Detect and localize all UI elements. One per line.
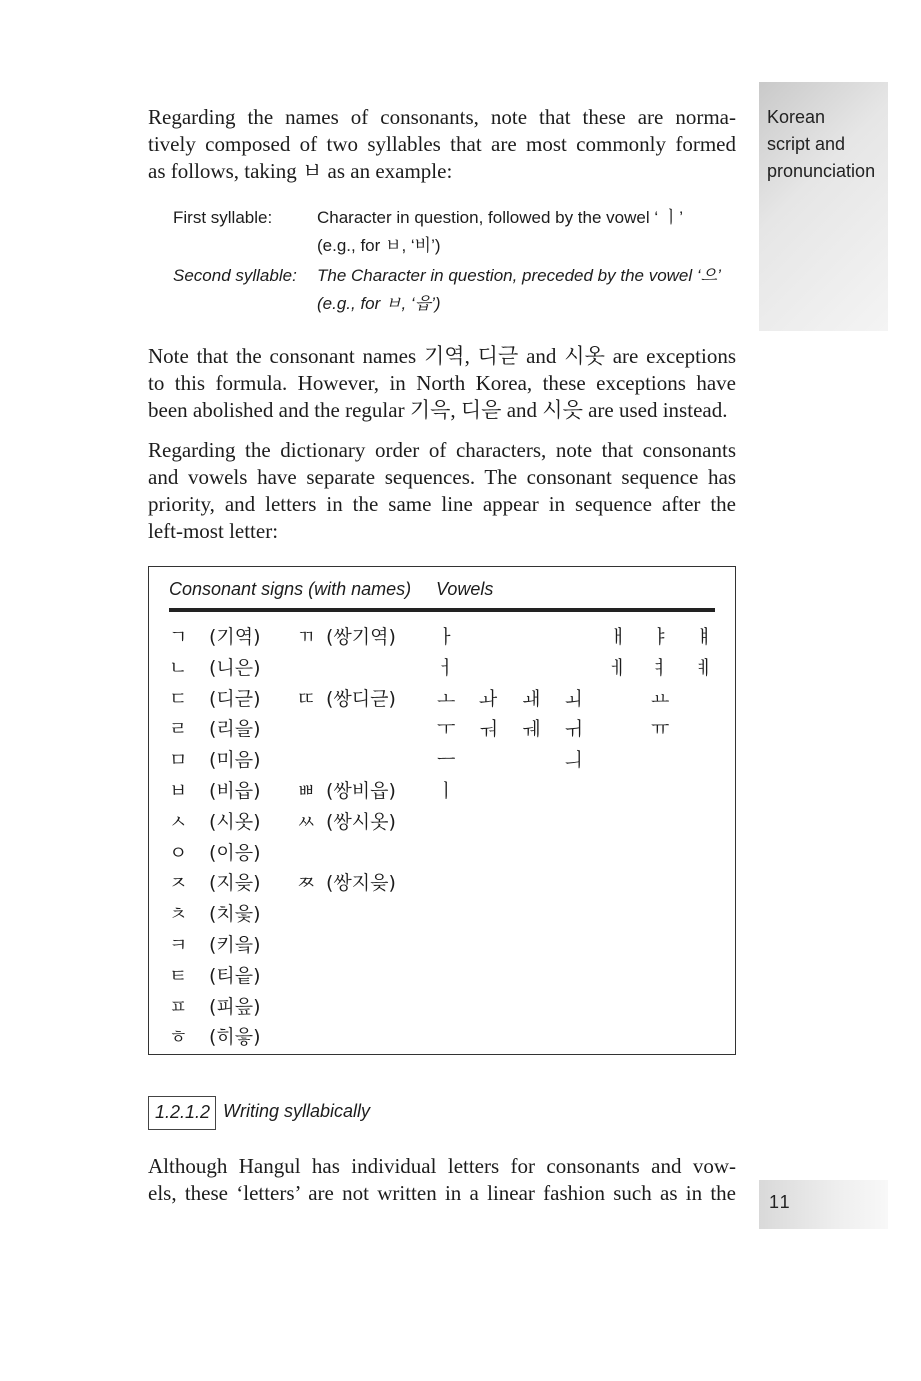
vowel-sign: ㅜ: [437, 718, 456, 741]
definition-description: [317, 262, 737, 318]
paragraph-writing-syllabically: [148, 1153, 736, 1207]
text-line: tively composed of two syllables that are most commonly formed: [148, 132, 736, 156]
vowel-sign: ㅣ: [437, 780, 456, 802]
consonant-sign: ㅅ: [169, 810, 188, 833]
table-header-vowels: Vowels: [436, 579, 494, 599]
chapter-sidebar-tab: [759, 82, 888, 331]
vowel-sign: ㅕ: [651, 656, 670, 679]
double-consonant-name: (쌍지읒): [326, 872, 396, 895]
consonant-name: (티읕): [209, 964, 261, 987]
consonant-name: (지읒): [209, 872, 261, 895]
vowel-sign: ㅡ: [437, 749, 456, 772]
consonant-name: (시옷): [209, 810, 261, 833]
vowel-sign: ㅢ: [564, 749, 583, 772]
syllable-definitions: [173, 204, 743, 320]
text-line: and vowels have separate sequences. The consonant sequence has: [148, 465, 736, 489]
vowel-sign: ㅝ: [479, 718, 498, 741]
definition-row: [173, 262, 743, 320]
vowel-sign: ㅏ: [437, 626, 456, 648]
vowel-sign: ㅙ: [522, 687, 541, 710]
consonant-sign: ㅊ: [169, 903, 188, 926]
consonant-name: (미음): [209, 749, 261, 772]
chapter-label-line: Korean: [767, 107, 826, 127]
vowel-sign: ㅖ: [695, 656, 714, 679]
definition-description: [317, 204, 737, 260]
double-consonant-sign: ㅉ: [297, 872, 316, 895]
consonant-name: (히읗): [209, 1026, 261, 1049]
vowel-sign: ㅐ: [609, 626, 628, 648]
paragraph-dictionary-order: [148, 437, 736, 545]
double-consonant-name: (쌍시옷): [326, 810, 396, 833]
consonant-sign: ㅌ: [169, 964, 188, 987]
text-line: els, these ‘letters’ are not written in a linear fashion such as in the: [148, 1181, 736, 1205]
vowel-sign: ㅓ: [437, 656, 456, 679]
vowel-sign: ㅔ: [609, 656, 628, 679]
consonant-sign: ㄷ: [169, 687, 188, 710]
consonant-sign: ㅂ: [169, 780, 188, 802]
consonant-name: (키읔): [209, 934, 261, 956]
vowel-sign: ㅞ: [522, 718, 541, 741]
vowel-sign: ㅒ: [695, 626, 714, 648]
consonant-name: (리을): [209, 718, 261, 741]
consonant-name: (치읓): [209, 903, 261, 926]
consonant-sign: ㅍ: [169, 995, 188, 1018]
vowel-sign: ㅗ: [437, 687, 456, 710]
vowel-sign: ㅛ: [651, 687, 670, 710]
definition-term: Second syllable:: [173, 266, 297, 285]
definition-line: Character in question, followed by the vowel ‘ ㅣ’: [317, 208, 684, 227]
vowel-sign: ㅚ: [564, 687, 583, 710]
page-number-box: [759, 1180, 888, 1229]
consonant-sign: ㄴ: [169, 656, 188, 679]
consonant-sign: ㄱ: [169, 626, 188, 648]
definition-row: [173, 204, 743, 262]
consonant-name: (이응): [209, 841, 261, 864]
definition-term: First syllable:: [173, 208, 273, 227]
vowel-sign: ㅠ: [651, 718, 670, 741]
text-line: Although Hangul has individual letters for consonants and vow-: [148, 1154, 736, 1178]
text-line: as follows, taking ㅂ as an example:: [148, 159, 453, 183]
chapter-label-line: pronunciation: [767, 161, 876, 181]
consonant-sign: ㄹ: [169, 718, 188, 741]
consonant-sign: ㅈ: [169, 872, 188, 895]
page-number: 11: [769, 1192, 792, 1212]
vowel-sign: ㅟ: [564, 718, 583, 741]
consonant-sign: ㅎ: [169, 1026, 188, 1049]
consonant-name: (디귿): [209, 687, 261, 710]
double-consonant-name: (쌍기역): [326, 626, 396, 648]
chapter-label: [767, 104, 875, 185]
double-consonant-name: (쌍디귿): [326, 687, 396, 710]
consonant-sign: ㅋ: [169, 934, 188, 956]
hangul-order-table: [148, 566, 736, 1055]
consonant-name: (피읖): [209, 995, 261, 1018]
consonant-name: (기역): [209, 626, 261, 648]
definition-line: (e.g., for ㅂ, ‘읍’): [317, 294, 441, 313]
definition-line: The Character in question, preceded by the vowel ‘으’: [317, 266, 721, 285]
double-consonant-sign: ㄸ: [297, 687, 316, 710]
double-consonant-sign: ㅃ: [297, 780, 316, 802]
section-number-box: [148, 1096, 216, 1130]
paragraph-consonant-names: [148, 104, 736, 185]
consonant-sign: ㅁ: [169, 749, 188, 772]
paragraph-exceptions: [148, 343, 736, 424]
section-number: 1.2.1.2: [155, 1102, 211, 1122]
text-line: priority, and letters in the same line appear in sequence after the: [148, 492, 736, 516]
text-line: Note that the consonant names 기역, 디귿 and 시옷 are exceptions: [148, 344, 736, 368]
consonant-sign: ㅇ: [169, 841, 188, 864]
text-line: left-most letter:: [148, 519, 279, 543]
text-line: Regarding the dictionary order of characters, note that consonants: [148, 438, 736, 462]
table-header-consonants: Consonant signs (with names): [169, 579, 412, 599]
double-consonant-sign: ㅆ: [297, 810, 316, 833]
text-line: Regarding the names of consonants, note that these are norma-: [148, 105, 736, 129]
double-consonant-sign: ㄲ: [297, 626, 316, 648]
text-line: to this formula. However, in North Korea, these exceptions have: [148, 371, 736, 395]
chapter-label-line: script and: [767, 134, 846, 154]
consonant-name: (니은): [209, 656, 261, 679]
double-consonant-name: (쌍비읍): [326, 780, 396, 802]
table-header-rule: [169, 608, 715, 612]
consonant-name: (비읍): [209, 780, 261, 802]
text-line: been abolished and the regular 기윽, 디읃 and 시읏 are used instead.: [148, 398, 728, 422]
section-title: Writing syllabically: [223, 1101, 371, 1121]
definition-line: (e.g., for ㅂ, ‘비’): [317, 236, 441, 255]
vowel-sign: ㅑ: [651, 626, 670, 648]
vowel-sign: ㅘ: [479, 687, 498, 710]
